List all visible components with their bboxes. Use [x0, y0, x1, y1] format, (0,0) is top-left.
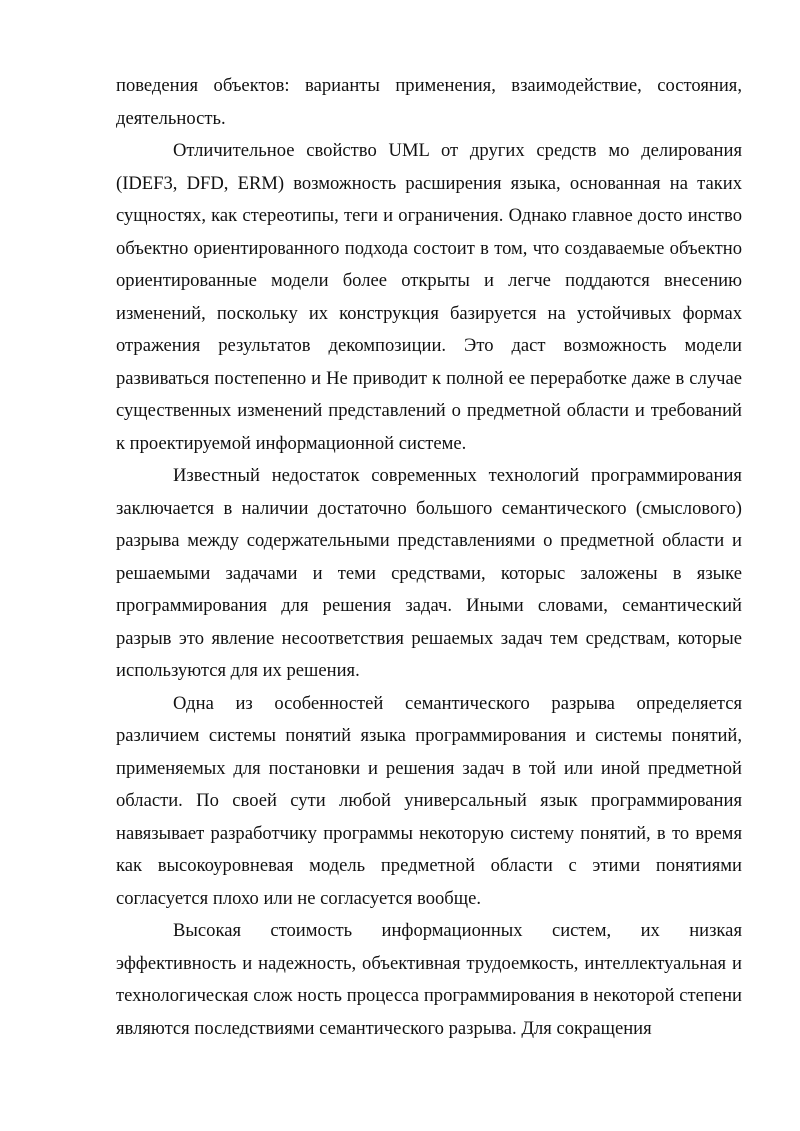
- paragraph-4: Одна из особенностей семантического разрыва определяется различием системы понятий языка программирования и системы понятий, применяемых для постановки и решения задач в той или иной предметной области. По своей сути любой универсальный язык программирования навязывает разработчику программы некоторую систему понятий, в то время как высокоуровневая модель предметной области с этими понятиями согласуется плохо или не согласуется вообще.: [116, 692, 742, 909]
- paragraph-5: Высокая стоимость информационных систем, их низкая эффективность и надежность, объективная трудоемкость, интеллектуальная и технологическая слож ность процесса программирования в некоторой степени являются последствиями семантического разрыва. Для сокращения: [116, 920, 742, 1039]
- paragraph-1: поведения объектов: варианты применения, взаимодействие, состояния, деятельность.: [116, 75, 742, 129]
- document-body: [116, 70, 742, 1045]
- paragraph-3: Известный недостаток современных технологий программирования заключается в наличии достаточно большого семантического (смыслового) разрыва между содержательными представлениями о предметной области и решаемыми задачами и теми средствами, которыс заложены в языке программирования для решения задач. Иными словами, семантический разрыв это явление несоответствия решаемых задач тем средствам, которые используются для их решения.: [116, 465, 742, 681]
- paragraph-2: Отличительное свойство UML от других средств мо делирования (IDEF3, DFD, ERM) возможность расширения языка, основанная на таких сущностях, как стереотипы, теги и ограничения. Однако главное досто инство объектно ориентированного подхода состоит в том, что создаваемые объектно ориентированные модели более открыты и легче поддаются внесению изменений, поскольку их конструкция базируется на устойчивых формах отражения результатов декомпозиции. Это даст возможность модели развиваться постепенно и Не приводит к полной ее переработке даже в случае существенных изменений представлений о предметной области и требований к проектируемой информационной системе.: [116, 140, 742, 454]
